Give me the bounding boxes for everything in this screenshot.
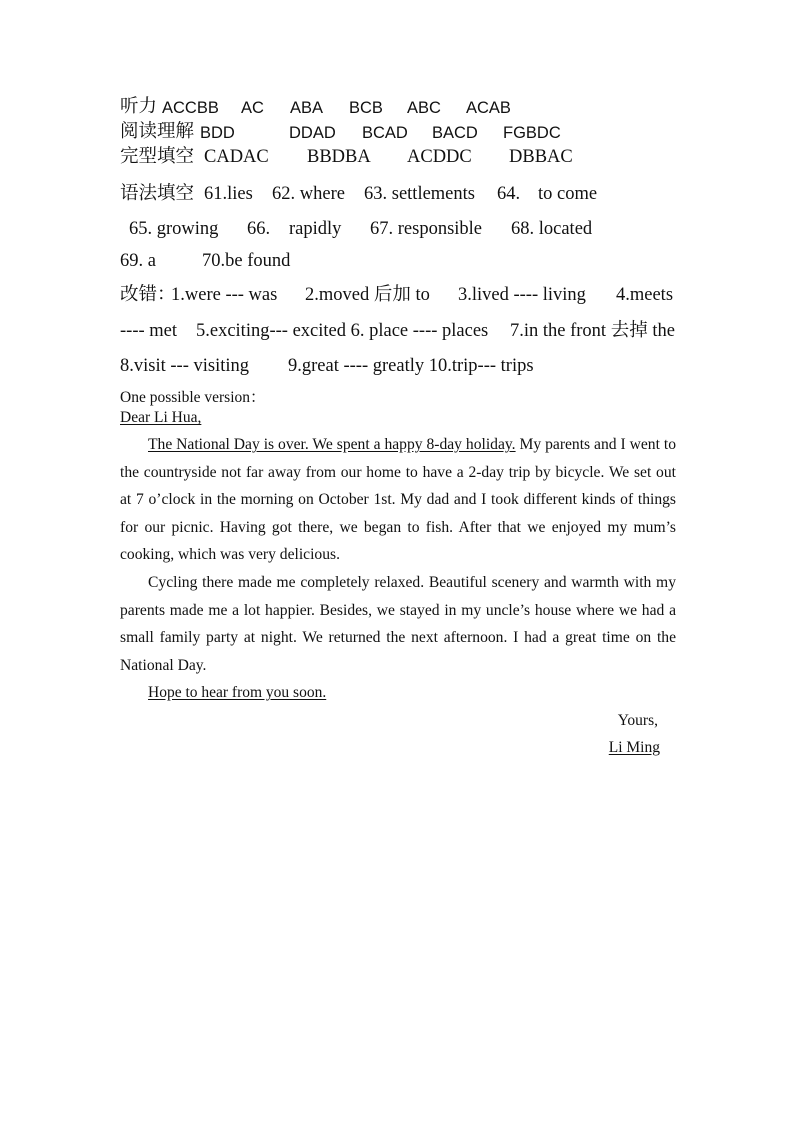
correction-item: 2.moved 后加 to [305, 285, 430, 305]
grammar-answer: 68. located [511, 219, 593, 239]
correction-item: 1.were --- was [171, 285, 278, 305]
essay-greeting: Dear Li Hua, [120, 409, 202, 426]
answer-group: ACAB [466, 99, 511, 117]
grammar-label: 语法填空 [120, 184, 195, 204]
answer-group: BCAD [362, 124, 408, 142]
essay-closing-line: Hope to hear from you soon. [148, 684, 327, 701]
reading-label: 阅读理解 [120, 122, 195, 142]
answer-group: ABA [290, 99, 324, 117]
correction-item: 8.visit --- visiting [120, 356, 249, 376]
essay-signature: Li Ming [608, 739, 660, 756]
essay-paragraph-1 [120, 431, 676, 569]
answer-group: ACCBB [162, 99, 219, 117]
listening-label: 听力 [120, 97, 158, 117]
cloze-label: 完型填空 [120, 147, 195, 167]
grammar-answer: 61.lies [204, 184, 253, 204]
answer-group: DBBAC [509, 147, 573, 167]
grammar-answer: 69. a [120, 251, 156, 271]
grammar-answer: rapidly [289, 219, 342, 239]
answer-group: ACDDC [407, 147, 472, 167]
correction-item: ---- met [120, 321, 178, 341]
correction-item: 4.meets [616, 285, 674, 305]
answer-group: CADAC [204, 147, 269, 167]
answer-group: AC [241, 99, 264, 117]
correction-item: 3.lived ---- living [458, 285, 586, 305]
correction-item: 7.in the front 去掉 the [510, 321, 675, 341]
answer-group: DDAD [289, 124, 336, 142]
answer-group: FGBDC [503, 124, 561, 142]
grammar-answer: 63. settlements [364, 184, 475, 204]
essay-paragraph-2: Cycling there made me completely relaxed. Beautiful scenery and warmth with my parents made me a lot happier. Besides, we stayed in my uncle’s house where we had a small family party at night. We returned the next afternoon. I had a great time on the National Day. [120, 574, 676, 674]
grammar-answer: 70.be found [202, 251, 291, 271]
answer-group: BACD [432, 124, 478, 142]
answer-group: BBDBA [307, 147, 371, 167]
correction-label: 改错： [120, 285, 176, 305]
essay-signoff: Yours, [617, 712, 658, 729]
answer-group: BCB [349, 99, 383, 117]
grammar-answer: 65. growing [129, 219, 219, 239]
answer-group: ABC [407, 99, 441, 117]
essay-paragraph-1-body: My parents and I went to the countryside not far away from our home to have a 2-day trip by bicycle. We set out at 7 o’clock in the morning on October 1st. My dad and I took different kinds of things for our picnic. Having got there, we began to fish. After that we enjoyed my mum’s cooking, which was very delicious. [120, 436, 676, 564]
correction-item: 9.great ---- greatly 10.trip--- trips [288, 356, 534, 376]
grammar-answer: 62. where [272, 184, 345, 204]
grammar-answer: 64. [497, 184, 521, 204]
grammar-answer: 66. [247, 219, 271, 239]
grammar-answer: 67. responsible [370, 219, 483, 239]
essay-opening-sentence: The National Day is over. We spent a happy 8-day holiday. [148, 436, 516, 453]
correction-item: 5.exciting--- excited 6. place ---- places [196, 321, 489, 341]
answer-group: BDD [200, 124, 235, 142]
grammar-answer: to come [538, 184, 598, 204]
essay-intro: One possible version： [120, 389, 266, 406]
